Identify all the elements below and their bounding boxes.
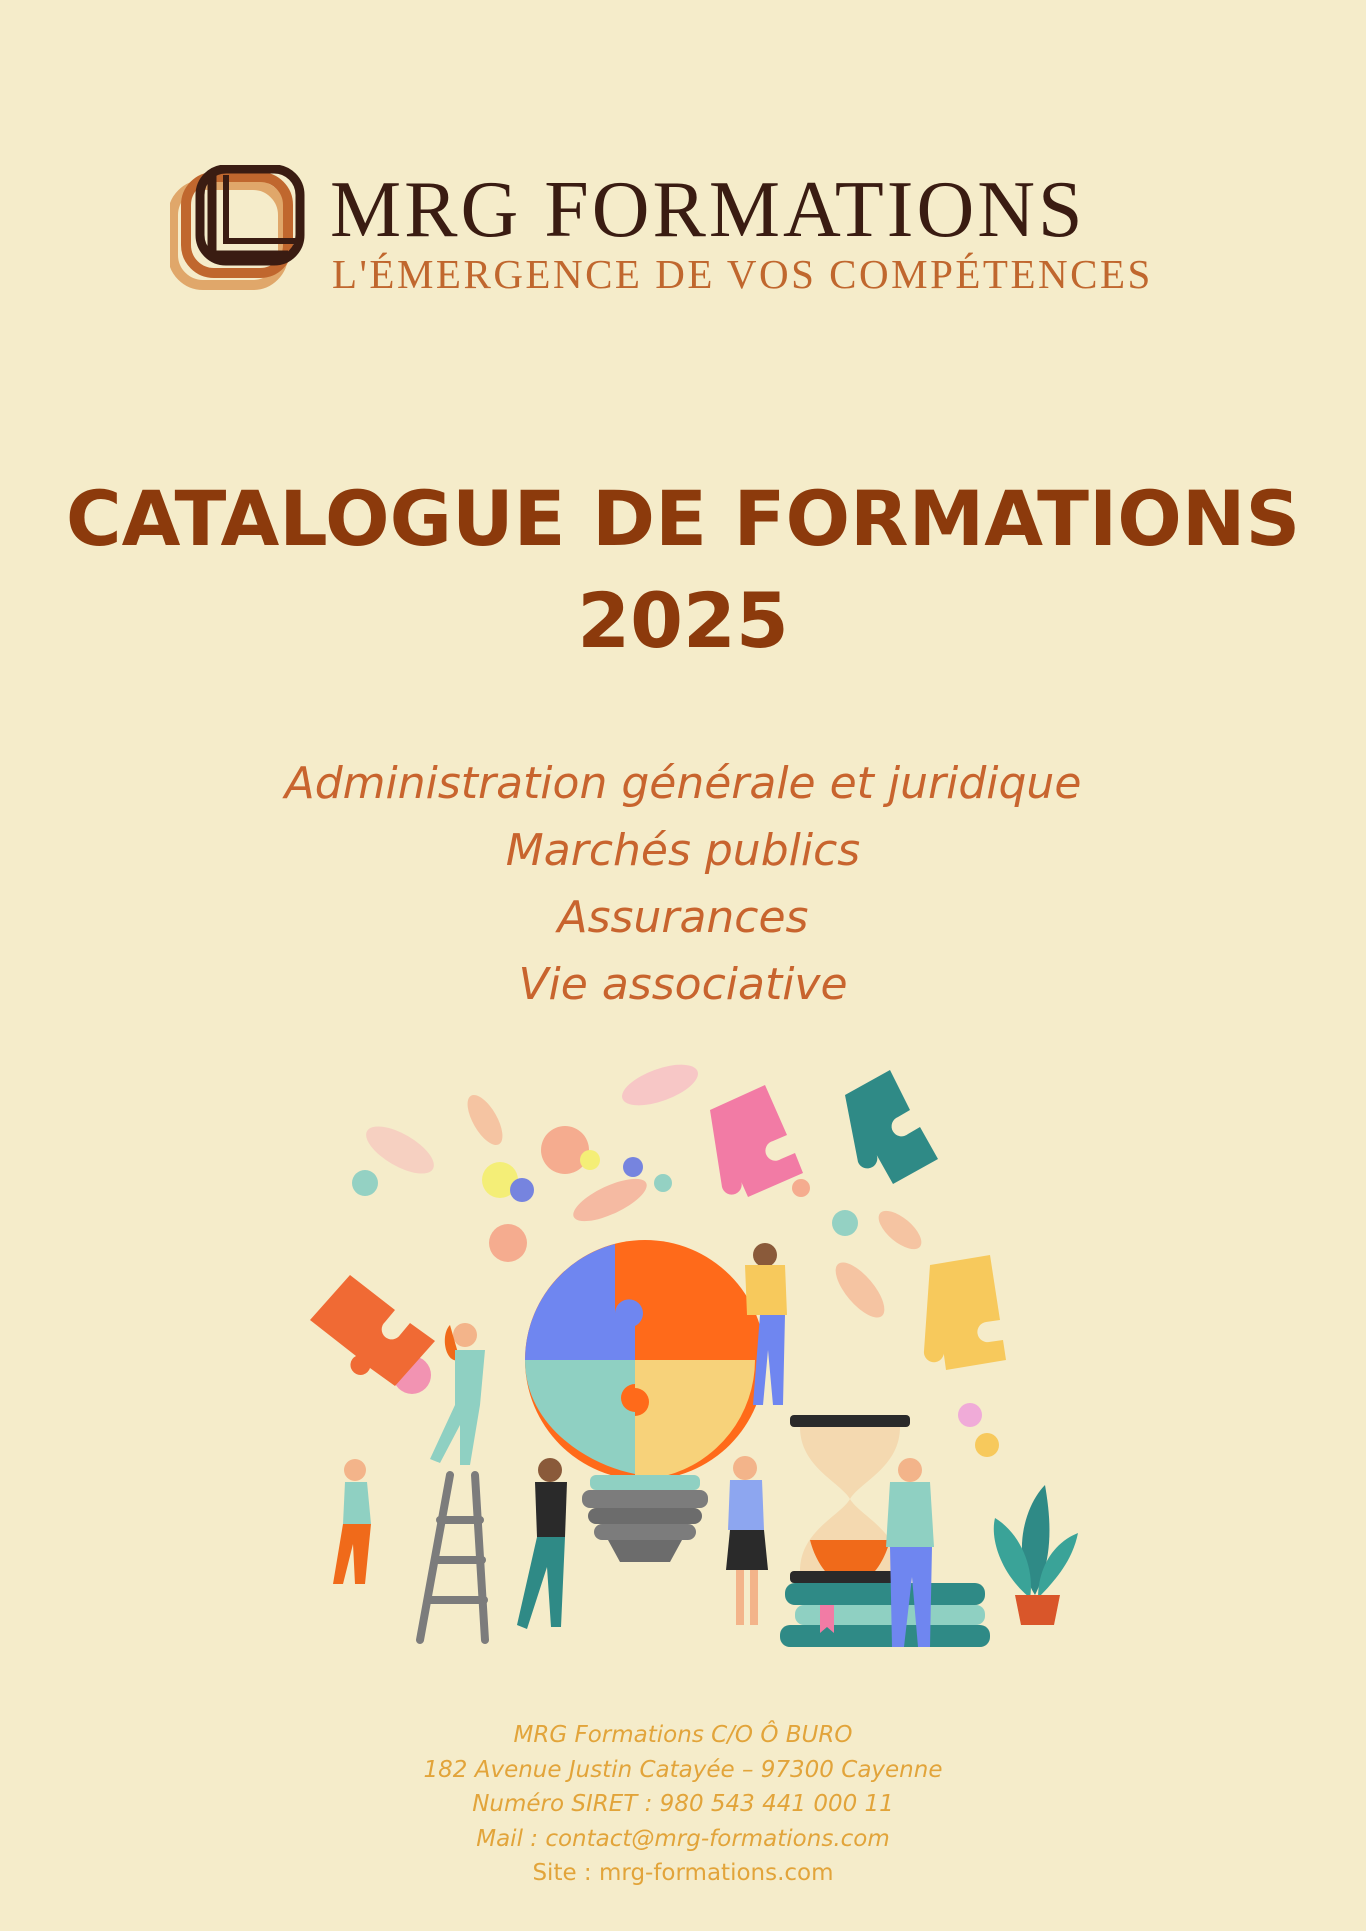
footer-site: Site : mrg-formations.com <box>532 1860 834 1886</box>
contact-footer <box>0 1718 1366 1891</box>
catalogue-title-line1: CATALOGUE DE FORMATIONS <box>65 474 1301 563</box>
brand-logo <box>170 165 1200 305</box>
catalogue-title-year: 2025 <box>577 576 789 665</box>
person-woman-left <box>333 1459 371 1584</box>
topics-list <box>0 750 1366 1018</box>
topic-item: Vie associative <box>518 959 848 1010</box>
logo-mark-icon <box>170 165 310 295</box>
footer-siret: Numéro SIRET : 980 543 441 000 11 <box>472 1791 894 1817</box>
teamwork-puzzle-illustration <box>290 1050 1080 1690</box>
topic-item: Assurances <box>557 892 809 943</box>
brand-name: MRG FORMATIONS <box>330 166 1086 254</box>
brand-tagline: L'ÉMERGENCE DE VOS COMPÉTENCES <box>332 251 1153 297</box>
footer-company: MRG Formations C/O Ô BURO <box>513 1722 853 1748</box>
puzzle-piece-yellow <box>924 1255 1006 1370</box>
plant-icon <box>994 1485 1078 1625</box>
person-woman-center <box>726 1456 768 1625</box>
books-stack-icon <box>780 1583 990 1647</box>
catalogue-title <box>0 468 1366 672</box>
topic-item: Administration générale et juridique <box>284 758 1082 809</box>
footer-address: 182 Avenue Justin Catayée – 97300 Cayenne <box>423 1756 943 1783</box>
puzzle-piece-pink <box>710 1085 803 1197</box>
puzzle-piece-teal <box>845 1070 938 1184</box>
person-man-center <box>517 1458 567 1629</box>
footer-mail: Mail : contact@mrg-formations.com <box>476 1825 890 1852</box>
topic-item: Marchés publics <box>505 825 861 876</box>
person-woman-ladder <box>430 1323 485 1465</box>
ladder-icon <box>420 1475 485 1640</box>
